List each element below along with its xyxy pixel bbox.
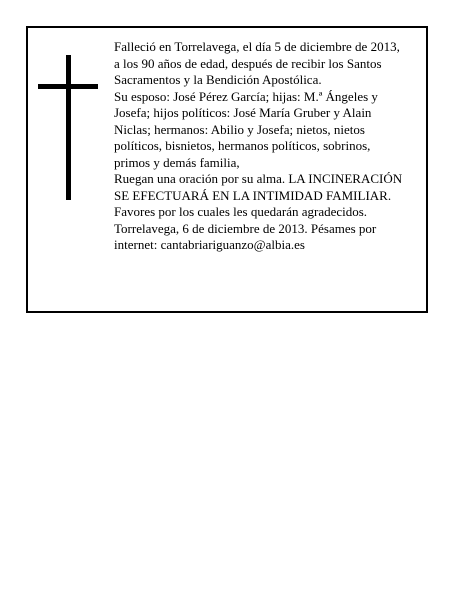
obituary-text xyxy=(114,39,418,254)
cross-horizontal-bar xyxy=(38,84,98,89)
obituary-line: a los 90 años de edad, después de recibir los Santos xyxy=(114,55,382,71)
obituary-line: políticos, bisnietos, hermanos políticos, sobrinos, xyxy=(114,138,371,153)
obituary-line: Josefa; hijos políticos: José María Gruber y Alain xyxy=(114,105,372,120)
obituary-line: Torrelavega, 6 de diciembre de 2013. Pésames por xyxy=(114,220,377,236)
obituary-line: SE EFECTUARÁ EN LA INTIMIDAD FAMILIAR. xyxy=(114,187,392,203)
obituary-line: Falleció en Torrelavega, el día 5 de diciembre de 2013, xyxy=(114,39,400,54)
obituary-line: Su esposo: José Pérez García; hijas: M.ª Ángeles y xyxy=(114,88,378,104)
obituary-line: Sacramentos y la Bendición Apostólica. xyxy=(114,72,322,87)
obituary-line: Ruegan una oración por su alma. LA INCINERACIÓN xyxy=(114,171,403,186)
cross-vertical-bar xyxy=(66,55,71,200)
obituary-notice xyxy=(26,26,428,313)
cross-icon xyxy=(38,55,98,200)
obituary-line: Niclas; hermanos: Abilio y Josefa; nietos, nietos xyxy=(114,121,365,137)
obituary-line: internet: cantabriariguanzo@albia.es xyxy=(114,237,305,252)
obituary-line: Favores por los cuales les quedarán agradecidos. xyxy=(114,204,368,219)
obituary-line: primos y demás familia, xyxy=(114,154,240,170)
